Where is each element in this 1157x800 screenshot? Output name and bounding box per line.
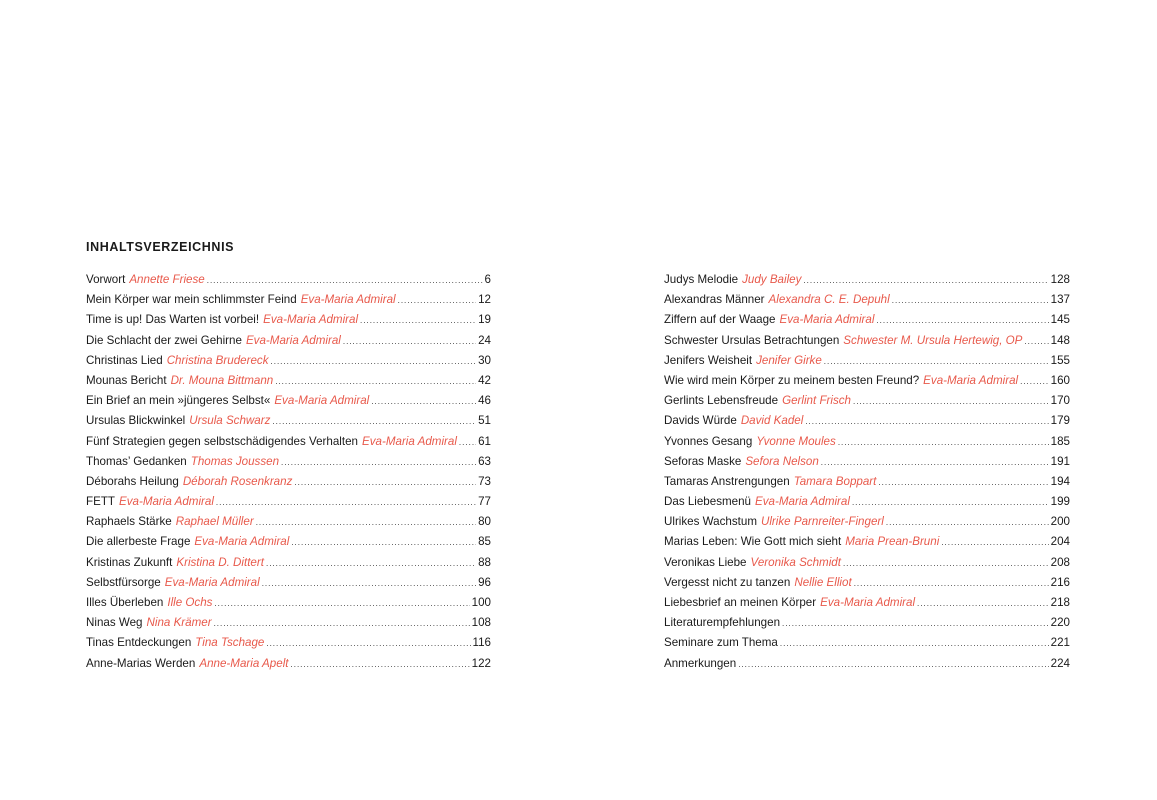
toc-entry-author: Judy Bailey <box>742 273 802 286</box>
toc-leader-dots <box>843 554 1049 574</box>
toc-entry-title: Judys Melodie <box>664 273 739 286</box>
toc-entry-page: 148 <box>1050 333 1070 347</box>
toc-entry-title: Literaturempfehlungen <box>664 616 781 630</box>
toc-entry-page: 46 <box>478 394 491 408</box>
toc-leader-dots <box>275 372 476 392</box>
toc-entry[interactable] <box>664 492 1070 512</box>
toc-entry-author: Eva-Maria Admiral <box>164 575 260 589</box>
toc-entry-title: Veronikas Liebe <box>664 555 747 569</box>
toc-entry-page: 145 <box>1050 313 1070 327</box>
toc-entry[interactable] <box>664 452 1070 472</box>
toc-entry[interactable] <box>664 351 1070 371</box>
toc-entry-page: 220 <box>1050 616 1070 630</box>
toc-entry-page: 160 <box>1050 373 1070 387</box>
toc-entry-page: 116 <box>472 636 491 650</box>
toc-leader-dots <box>291 655 470 675</box>
toc-entry-page: 170 <box>1050 394 1070 408</box>
toc-leader-dots <box>272 412 476 432</box>
toc-entry[interactable] <box>86 472 491 492</box>
toc-entry-author: Thomas Joussen <box>190 454 280 468</box>
toc-entry-page: 216 <box>1050 575 1070 589</box>
toc-entry-title: Liebesbrief an meinen Körper <box>664 596 817 609</box>
toc-entry[interactable] <box>664 593 1070 613</box>
toc-leader-dots <box>738 655 1048 675</box>
toc-entry-author: Kristina D. Dittert <box>176 555 264 569</box>
toc-entry-title: Yvonnes Gesang <box>664 434 753 448</box>
toc-column-left <box>86 270 491 674</box>
toc-leader-dots <box>216 493 476 513</box>
toc-entry-page: 155 <box>1050 353 1070 367</box>
toc-entry-page: 122 <box>471 656 491 670</box>
toc-entry-title: Christinas Lied <box>86 353 163 367</box>
toc-entry-title: Ziffern auf der Waage <box>664 313 776 327</box>
toc-leader-dots <box>266 634 470 654</box>
toc-entry-title: Alexandras Männer <box>664 293 765 307</box>
toc-entry-author: Ursula Schwarz <box>189 414 271 428</box>
toc-entry[interactable] <box>86 391 491 411</box>
toc-entry-author: Alexandra C. E. Depuhl <box>768 293 890 307</box>
toc-entry-author: Nellie Elliot <box>794 575 852 589</box>
toc-entry-title: Kristinas Zukunft <box>86 555 173 569</box>
toc-entry-page: 179 <box>1050 414 1070 428</box>
toc-leader-dots <box>271 352 477 372</box>
toc-entry-author: Dr. Mouna Bittmann <box>170 373 274 387</box>
toc-entry-title: Anmerkungen <box>664 656 737 670</box>
toc-entry-author: Annette Friese <box>129 273 205 286</box>
toc-entry-page: 85 <box>478 535 491 549</box>
toc-entry-author: Anne-Maria Apelt <box>199 656 289 670</box>
toc-leader-dots <box>294 473 476 493</box>
toc-entry-author: Veronika Schmidt <box>750 555 841 569</box>
toc-entry-title: Die allerbeste Frage <box>86 535 191 549</box>
toc-leader-dots <box>398 291 476 311</box>
toc-entry[interactable] <box>86 432 491 452</box>
toc-entry-page: 221 <box>1050 636 1070 650</box>
toc-entry-author: Eva-Maria Admiral <box>923 373 1019 387</box>
toc-entry-author: Raphael Müller <box>175 515 254 529</box>
toc-entry-author: Schwester M. Ursula Hertewig, OP <box>843 333 1023 347</box>
toc-entry-page: 42 <box>478 373 491 387</box>
toc-entry[interactable] <box>664 391 1070 411</box>
toc-leader-dots <box>459 433 476 453</box>
toc-entry-author: Ille Ochs <box>167 596 213 609</box>
toc-leader-dots <box>214 614 470 634</box>
toc-leader-dots <box>917 594 1049 614</box>
toc-entry-page: 191 <box>1050 454 1070 468</box>
toc-entry[interactable] <box>664 270 1070 290</box>
toc-entry-author: Eva-Maria Admiral <box>362 434 457 448</box>
toc-entry-author: Jenifer Girke <box>756 353 822 367</box>
toc-entry[interactable] <box>664 613 1070 633</box>
toc-entry-author: Eva-Maria Admiral <box>274 394 370 408</box>
toc-entry[interactable] <box>86 331 491 351</box>
toc-entry-author: Yvonne Moules <box>756 434 836 448</box>
toc-entry-title: Seminare zum Thema <box>664 636 778 650</box>
toc-entry[interactable] <box>664 553 1070 573</box>
toc-entry-title: Raphaels Stärke <box>86 515 172 529</box>
toc-leader-dots <box>360 311 476 331</box>
toc-entry[interactable] <box>664 532 1070 552</box>
toc-entry-page: 63 <box>478 454 491 468</box>
toc-entry[interactable] <box>86 573 491 593</box>
toc-entry[interactable] <box>86 290 491 310</box>
toc-entry-title: Mounas Bericht <box>86 373 167 387</box>
toc-entry-author: Eva-Maria Admiral <box>820 596 916 609</box>
toc-entry-title: Thomas’ Gedanken <box>86 454 187 468</box>
toc-entry[interactable] <box>86 351 491 371</box>
toc-entry[interactable] <box>664 573 1070 593</box>
toc-entry-title: Mein Körper war mein schlimmster Feind <box>86 293 297 307</box>
toc-leader-dots <box>371 392 476 412</box>
toc-entry-author: Ulrike Parnreiter-Fingerl <box>760 515 884 529</box>
toc-column-right <box>664 270 1070 674</box>
toc-entry-title: Davids Würde <box>664 414 737 428</box>
toc-leader-dots <box>876 311 1048 331</box>
toc-entry-title: Selbstfürsorge <box>86 575 161 589</box>
toc-entry-page: 128 <box>1050 273 1070 286</box>
toc-entry-page: 80 <box>478 515 491 529</box>
toc-entry-page: 137 <box>1050 293 1070 307</box>
toc-entry-author: Maria Prean-Bruni <box>845 535 940 549</box>
toc-entry-author: Eva-Maria Admiral <box>755 495 850 509</box>
toc-entry-page: 19 <box>478 313 491 327</box>
toc-leader-dots <box>886 513 1049 533</box>
toc-entry-page: 96 <box>478 575 491 589</box>
toc-entry-title: Ursulas Blickwinkel <box>86 414 186 428</box>
toc-entry[interactable] <box>86 593 491 613</box>
toc-entry-page: 224 <box>1050 656 1070 670</box>
toc-entry-title: Marias Leben: Wie Gott mich sieht <box>664 535 842 549</box>
toc-entry-page: 77 <box>478 495 491 509</box>
toc-entry[interactable] <box>86 371 491 391</box>
toc-leader-dots <box>343 332 476 352</box>
toc-entry-title: Die Schlacht der zwei Gehirne <box>86 333 242 347</box>
toc-entry[interactable] <box>86 270 491 290</box>
toc-leader-dots <box>941 533 1048 553</box>
toc-entry-page: 199 <box>1050 495 1070 509</box>
toc-entry-page: 208 <box>1050 555 1070 569</box>
toc-entry-author: Déborah Rosenkranz <box>182 474 293 488</box>
toc-entry-page: 88 <box>478 555 491 569</box>
toc-entry-page: 218 <box>1050 596 1070 609</box>
toc-entry[interactable] <box>86 492 491 512</box>
toc-entry[interactable] <box>664 411 1070 431</box>
toc-leader-dots <box>803 271 1048 291</box>
toc-entry-author: Eva-Maria Admiral <box>779 313 875 327</box>
toc-entry-title: Schwester Ursulas Betrachtungen <box>664 333 840 347</box>
toc-entry-author: Eva-Maria Admiral <box>263 313 359 327</box>
toc-entry[interactable] <box>664 310 1070 330</box>
toc-entry-title: Tinas Entdeckungen <box>86 636 192 650</box>
toc-entry-title: FETT <box>86 495 115 509</box>
toc-entry[interactable] <box>86 613 491 633</box>
toc-entry-page: 204 <box>1050 535 1070 549</box>
toc-entry[interactable] <box>86 512 491 532</box>
toc-entry-page: 61 <box>478 434 491 448</box>
toc-entry[interactable] <box>86 633 491 653</box>
toc-entry-title: Vorwort <box>86 273 126 286</box>
toc-entry-author: Eva-Maria Admiral <box>245 333 341 347</box>
toc-entry[interactable] <box>86 452 491 472</box>
toc-leader-dots <box>214 594 469 614</box>
toc-entry-page: 30 <box>478 353 491 367</box>
toc-entry[interactable] <box>664 472 1070 492</box>
toc-entry-title: Tamaras Anstrengungen <box>664 474 790 488</box>
toc-leader-dots <box>878 473 1048 493</box>
toc-entry-author: David Kadel <box>740 414 804 428</box>
toc-entry-title: Illes Überleben <box>86 596 164 609</box>
toc-entry[interactable] <box>664 654 1070 674</box>
toc-leader-dots <box>266 554 476 574</box>
toc-entry[interactable] <box>664 512 1070 532</box>
toc-leader-dots <box>1024 332 1048 352</box>
toc-entry-page: 24 <box>478 333 491 347</box>
toc-entry-title: Ulrikes Wachstum <box>664 515 757 529</box>
toc-leader-dots <box>256 513 476 533</box>
toc-leader-dots <box>892 291 1049 311</box>
toc-entry-title: Wie wird mein Körper zu meinem besten Freund? <box>664 373 920 387</box>
toc-leader-dots <box>291 533 476 553</box>
toc-entry[interactable] <box>86 654 491 674</box>
toc-entry-title: Anne-Marias Werden <box>86 656 196 670</box>
toc-entry-page: 73 <box>478 474 491 488</box>
toc-entry-title: Das Liebesmenü <box>664 495 752 509</box>
toc-entry-author: Gerlint Frisch <box>782 394 852 408</box>
toc-entry-title: Ninas Weg <box>86 616 143 630</box>
toc-entry-page: 108 <box>471 616 491 630</box>
toc-entry[interactable] <box>86 553 491 573</box>
toc-entry-page: 12 <box>478 293 491 307</box>
toc-entry-page: 100 <box>471 596 491 609</box>
toc-entry[interactable] <box>86 310 491 330</box>
toc-entry-author: Eva-Maria Admiral <box>194 535 290 549</box>
toc-entry[interactable] <box>86 411 491 431</box>
toc-entry-title: Ein Brief an mein »jüngeres Selbst« <box>86 394 271 408</box>
toc-leader-dots <box>854 574 1049 594</box>
toc-leader-dots <box>838 433 1049 453</box>
toc-leader-dots <box>1020 372 1049 392</box>
toc-leader-dots <box>780 634 1049 654</box>
toc-entry-page: 185 <box>1050 434 1070 448</box>
toc-entry-title: Seforas Maske <box>664 454 742 468</box>
toc-leader-dots <box>281 453 476 473</box>
toc-entry-author: Tamara Boppart <box>793 474 877 488</box>
toc-entry-title: Déborahs Heilung <box>86 474 179 488</box>
toc-entry-title: Gerlints Lebensfreude <box>664 394 779 408</box>
toc-leader-dots <box>852 493 1049 513</box>
toc-entry-title: Time is up! Das Warten ist vorbei! <box>86 313 260 327</box>
toc-entry-author: Nina Krämer <box>146 616 212 630</box>
toc-leader-dots <box>782 614 1049 634</box>
toc-entry-page: 200 <box>1050 515 1070 529</box>
toc-entry[interactable] <box>664 633 1070 653</box>
toc-entry-author: Sefora Nelson <box>745 454 819 468</box>
toc-entry[interactable] <box>664 290 1070 310</box>
toc-entry-page: 194 <box>1050 474 1070 488</box>
toc-heading: INHALTSVERZEICHNIS <box>86 240 235 254</box>
toc-leader-dots <box>262 574 476 594</box>
toc-entry-author: Tina Tschage <box>195 636 265 650</box>
toc-leader-dots <box>805 412 1048 432</box>
toc-entry-author: Christina Brudereck <box>166 353 269 367</box>
toc-entry[interactable] <box>86 532 491 552</box>
toc-entry-author: Eva-Maria Admiral <box>300 293 396 307</box>
toc-entry-page: 6 <box>484 273 491 286</box>
toc-entry-title: Vergesst nicht zu tanzen <box>664 575 791 589</box>
toc-entry-title: Jenifers Weisheit <box>664 353 753 367</box>
toc-entry-author: Eva-Maria Admiral <box>118 495 214 509</box>
toc-entry-page: 51 <box>478 414 491 428</box>
toc-leader-dots <box>207 271 483 291</box>
toc-entry-title: Fünf Strategien gegen selbstschädigendes Verhalten <box>86 434 358 448</box>
toc-entry[interactable] <box>664 331 1070 351</box>
toc-entry[interactable] <box>664 432 1070 452</box>
toc-entry[interactable] <box>664 371 1070 391</box>
toc-leader-dots <box>853 392 1049 412</box>
toc-leader-dots <box>821 453 1049 473</box>
toc-leader-dots <box>824 352 1049 372</box>
